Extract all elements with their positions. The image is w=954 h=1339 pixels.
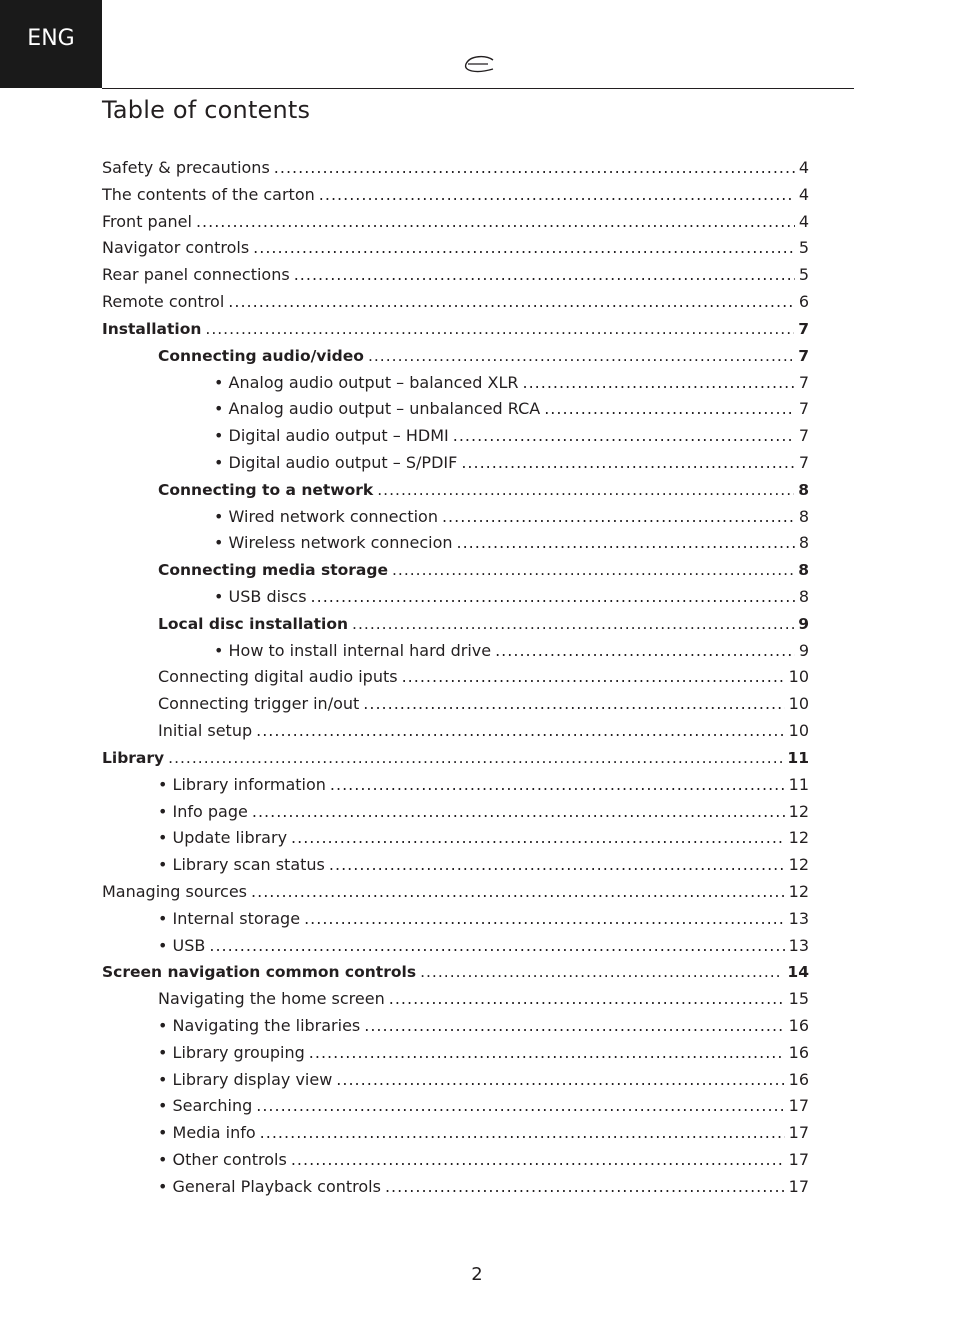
toc-entry[interactable] (102, 1093, 809, 1120)
toc-entry[interactable] (102, 477, 809, 504)
toc-entry[interactable] (102, 718, 809, 745)
toc-entry-label: • Library display view (158, 1069, 333, 1089)
toc-leader-dots (368, 343, 794, 369)
toc-entry-label: • Navigating the libraries (158, 1016, 361, 1035)
toc-leader-dots (392, 557, 794, 583)
toc-leader-dots (352, 611, 794, 637)
toc-entry[interactable] (102, 530, 809, 557)
toc-entry-page: 13 (788, 935, 809, 955)
toc-entry-label: • Wired network connection (214, 506, 438, 526)
table-of-contents (102, 155, 809, 1201)
toc-entry[interactable] (102, 906, 809, 933)
toc-entry-label: • General Playback controls (158, 1176, 381, 1196)
toc-leader-dots (168, 745, 783, 771)
toc-entry-page: 7 (798, 426, 809, 446)
toc-entry[interactable] (102, 1013, 809, 1040)
toc-entry-page: 9 (798, 640, 809, 660)
toc-leader-dots (291, 825, 785, 851)
toc-entry-page: 15 (788, 989, 809, 1009)
toc-entry-page: 7 (798, 372, 809, 392)
toc-entry-label: • Analog audio output – balanced XLR (214, 372, 519, 392)
toc-entry[interactable] (102, 1120, 809, 1147)
toc-leader-dots (228, 289, 795, 315)
toc-leader-dots (252, 799, 785, 825)
toc-entry-page: 7 (798, 346, 809, 365)
toc-entry-page: 8 (798, 561, 809, 580)
toc-leader-dots (495, 638, 795, 664)
toc-leader-dots (256, 1093, 784, 1119)
toc-leader-dots (256, 718, 785, 744)
toc-entry[interactable] (102, 423, 809, 450)
toc-entry[interactable] (102, 584, 809, 611)
toc-leader-dots (544, 396, 795, 422)
toc-entry-page: 4 (798, 158, 809, 177)
toc-leader-dots (402, 664, 785, 690)
toc-entry[interactable] (102, 879, 809, 906)
toc-leader-dots (389, 986, 785, 1012)
toc-leader-dots (377, 477, 794, 503)
toc-entry-page: 5 (798, 265, 809, 285)
toc-entry-label: • Library scan status (158, 855, 325, 875)
toc-leader-dots (311, 584, 795, 610)
toc-entry[interactable] (102, 316, 809, 343)
toc-entry-label: • Library grouping (158, 1042, 305, 1062)
toc-leader-dots (253, 235, 795, 261)
language-tab-label: ENG (27, 25, 75, 51)
toc-entry-page: 8 (798, 480, 809, 499)
toc-entry[interactable] (102, 235, 809, 262)
toc-leader-dots (209, 933, 784, 959)
toc-entry-page: 16 (788, 1016, 809, 1035)
toc-entry-label: • Library information (158, 774, 326, 794)
toc-entry-label: Rear panel connections (102, 265, 290, 285)
toc-leader-dots (385, 1174, 785, 1200)
toc-leader-dots (304, 906, 785, 932)
toc-entry-page: 13 (788, 908, 809, 928)
toc-leader-dots (420, 959, 783, 985)
toc-entry[interactable] (102, 1040, 809, 1067)
toc-entry-page: 8 (798, 506, 809, 526)
toc-entry-page: 11 (788, 774, 809, 794)
toc-entry-page: 11 (787, 748, 809, 767)
toc-entry-page: 9 (798, 614, 809, 633)
toc-entry-label: Screen navigation common controls (102, 963, 417, 982)
toc-entry[interactable] (102, 799, 809, 826)
toc-entry-page: 4 (798, 184, 809, 204)
toc-entry-label: • Update library (158, 828, 288, 848)
toc-entry-label: Front panel (102, 211, 192, 231)
toc-entry-label: • Digital audio output – HDMI (214, 426, 449, 446)
toc-entry-label: • Digital audio output – S/PDIF (214, 452, 458, 472)
toc-entry-page: 7 (798, 452, 809, 472)
toc-entry-label: The contents of the carton (102, 184, 315, 204)
toc-entry-label: • Internal storage (158, 908, 301, 928)
toc-entry[interactable] (102, 959, 809, 986)
toc-entry[interactable] (102, 825, 809, 852)
toc-entry-label: Connecting media storage (158, 561, 388, 580)
toc-leader-dots (329, 852, 785, 878)
toc-entry-label: Initial setup (158, 721, 253, 741)
toc-entry-page: 12 (788, 855, 809, 875)
toc-entry-label: • Searching (158, 1096, 253, 1116)
toc-leader-dots (364, 1013, 784, 1039)
toc-entry-label: • USB discs (214, 587, 307, 606)
toc-leader-dots (260, 1120, 785, 1146)
toc-entry[interactable] (102, 745, 809, 772)
toc-entry[interactable] (102, 1174, 809, 1201)
page-number: 2 (471, 1264, 483, 1285)
toc-entry-page: 6 (798, 292, 809, 312)
toc-entry-page: 7 (798, 399, 809, 419)
toc-entry-page: 4 (798, 211, 809, 231)
toc-entry-page: 17 (788, 1123, 809, 1143)
toc-entry[interactable] (102, 182, 809, 209)
page-title: Table of contents (102, 96, 311, 124)
toc-entry[interactable] (102, 155, 809, 182)
toc-leader-dots (336, 1067, 784, 1093)
toc-leader-dots (205, 316, 794, 342)
toc-entry[interactable] (102, 396, 809, 423)
toc-leader-dots (251, 879, 785, 905)
toc-leader-dots (330, 772, 785, 798)
toc-leader-dots (442, 504, 795, 530)
toc-entry-page: 17 (788, 1150, 809, 1170)
toc-entry-label: Connecting to a network (158, 480, 374, 499)
toc-entry-page: 5 (798, 238, 809, 258)
toc-entry[interactable] (102, 1067, 809, 1094)
toc-leader-dots (319, 182, 795, 208)
toc-entry-label: Library (102, 748, 165, 767)
toc-entry-page: 17 (788, 1096, 809, 1116)
toc-entry-label: • Analog audio output – unbalanced RCA (214, 399, 541, 419)
toc-entry[interactable] (102, 343, 809, 370)
toc-entry-label: Managing sources (102, 881, 248, 901)
toc-entry-page: 10 (788, 721, 809, 741)
toc-entry-label: Connecting audio/video (158, 346, 364, 365)
toc-entry-label: Installation (102, 319, 202, 338)
toc-leader-dots (196, 209, 795, 235)
toc-leader-dots (453, 423, 795, 449)
toc-entry-page: 10 (788, 694, 809, 714)
toc-entry-page: 17 (788, 1176, 809, 1196)
toc-entry-page: 16 (788, 1042, 809, 1062)
toc-entry[interactable] (102, 504, 809, 531)
toc-entry[interactable] (102, 852, 809, 879)
toc-entry[interactable] (102, 691, 809, 718)
toc-entry[interactable] (102, 370, 809, 397)
toc-entry[interactable] (102, 638, 809, 665)
toc-entry-label: • How to install internal hard drive (214, 640, 492, 660)
toc-entry-label: Connecting trigger in/out (158, 694, 360, 714)
toc-entry[interactable] (102, 611, 809, 638)
toc-entry[interactable] (102, 262, 809, 289)
brand-logo-icon (462, 54, 496, 76)
toc-entry-label: Navigating the home screen (158, 989, 385, 1009)
toc-entry-label: Local disc installation (158, 614, 349, 633)
toc-entry-page: 12 (788, 881, 809, 901)
toc-entry-label: Connecting digital audio iputs (158, 667, 398, 687)
toc-leader-dots (309, 1040, 785, 1066)
toc-leader-dots (274, 155, 795, 181)
toc-entry-label: • Media info (158, 1123, 256, 1143)
toc-entry[interactable] (102, 664, 809, 691)
toc-leader-dots (457, 530, 795, 556)
toc-entry-page: 8 (798, 587, 809, 606)
toc-leader-dots (522, 370, 794, 396)
toc-entry-label: • Wireless network connecion (214, 533, 453, 553)
toc-entry[interactable] (102, 289, 809, 316)
toc-leader-dots (363, 691, 784, 717)
toc-entry-label: • Info page (158, 801, 248, 821)
toc-entry[interactable] (102, 772, 809, 799)
toc-entry-label: Remote control (102, 292, 225, 312)
toc-entry-page: 14 (787, 963, 809, 982)
toc-entry[interactable] (102, 450, 809, 477)
header-divider (102, 88, 854, 89)
toc-entry[interactable] (102, 933, 809, 960)
toc-entry-label: • Other controls (158, 1150, 287, 1170)
toc-entry-label: Navigator controls (102, 238, 250, 258)
toc-leader-dots (291, 1147, 785, 1173)
toc-entry-page: 8 (798, 533, 809, 553)
toc-entry-label: Safety & precautions (102, 158, 270, 177)
toc-entry[interactable] (102, 209, 809, 236)
toc-entry[interactable] (102, 557, 809, 584)
toc-entry-page: 12 (788, 801, 809, 821)
toc-leader-dots (294, 262, 795, 288)
toc-entry-page: 10 (788, 667, 809, 687)
toc-entry[interactable] (102, 1147, 809, 1174)
language-tab (0, 0, 102, 88)
toc-entry-page: 7 (798, 319, 809, 338)
toc-entry-page: 12 (788, 828, 809, 848)
toc-leader-dots (461, 450, 795, 476)
toc-entry-label: • USB (158, 935, 206, 955)
toc-entry[interactable] (102, 986, 809, 1013)
toc-entry-page: 16 (788, 1069, 809, 1089)
